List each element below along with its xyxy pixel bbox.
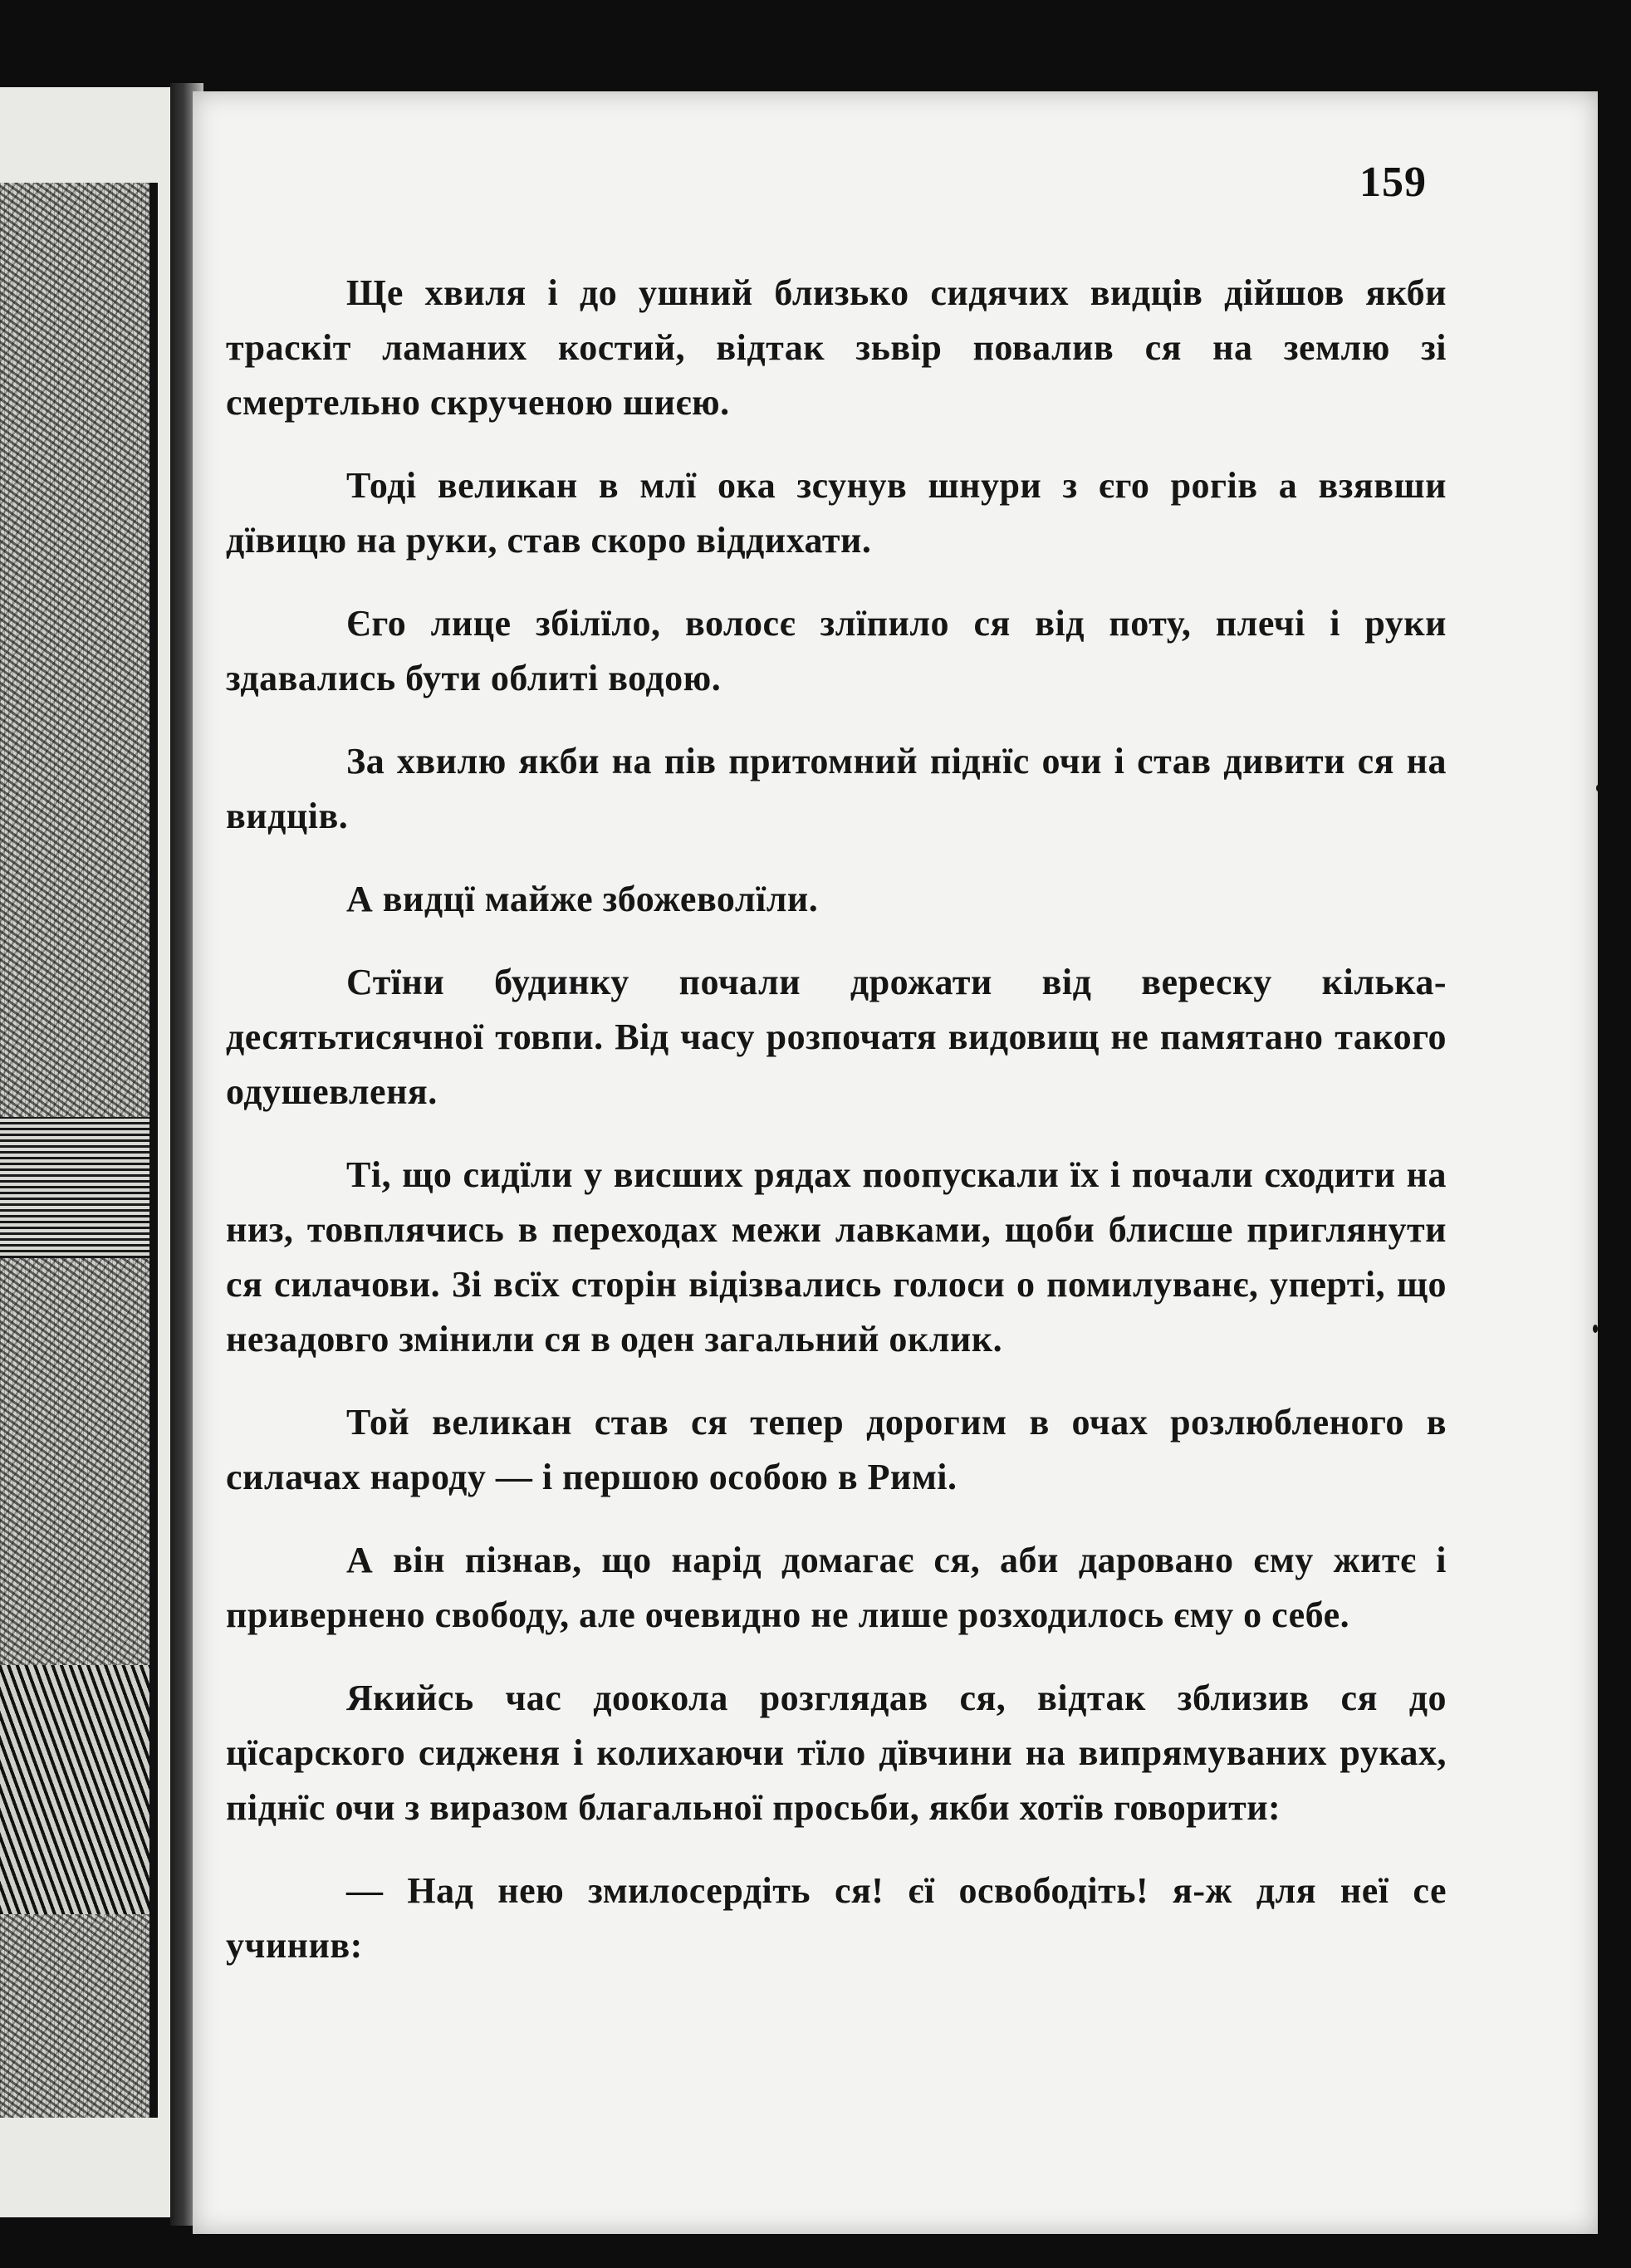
- paragraph: — Над нею змилосердіть ся! єї освободіть! я-ж для неї се учинив:: [226, 1870, 1447, 1966]
- engraving-detail: [0, 1665, 149, 1914]
- engraving-detail: [0, 1117, 149, 1258]
- paragraph: За хвилю якби на пів притомний піднїс очи і став дивити ся на видців.: [226, 741, 1447, 836]
- body-text: [226, 266, 1447, 2001]
- paragraph: Якийсь час доокола розглядав ся, відтак зблизив ся до цїсарского сидженя і колихаючи тїло дївчини на випрямуваних руках, піднїс очи з виразом благальної просьби, якби хотїв говорити:: [226, 1678, 1447, 1828]
- paragraph: Ще хвиля і до ушний близько сидячих видців дійшов якби траскіт ламаних костий, відтак зьвір повалив ся на землю зі смертельно скрученою шиєю.: [226, 272, 1447, 423]
- page-number: 159: [1359, 159, 1427, 206]
- paragraph: Єго лице збілїло, волосє злїпило ся від поту, плечі і руки здавались бути облиті водою.: [226, 603, 1447, 698]
- paragraph: А він пізнав, що нарід домагає ся, аби даровано єму житє і привернено свободу, але очевидно не лише розходилось єму о себе.: [226, 1540, 1447, 1635]
- paragraph: А видцї майже збожеволїли.: [346, 879, 819, 919]
- paragraph: Ті, що сидїли у висших рядах поопускали їх і почали сходити на низ, товплячись в переходах межи лавками, щоби блисше приглянути ся силачови. Зі всїх сторін відізвались голоси о помилуванє, уперті, що незадовго змінили ся в оден загальний оклик.: [226, 1154, 1447, 1359]
- paragraph: Стїни будинку почали дрожати від вереску кілька-десятьтисячної товпи. Від часу розпочатя видовищ не памятано такого одушевленя.: [226, 962, 1447, 1112]
- paragraph: Той великан став ся тепер дорогим в очах розлюбленого в силачах народу — і першою особою в Римі.: [226, 1402, 1447, 1497]
- ink-speck: [1593, 1325, 1598, 1333]
- adjacent-page: [0, 87, 174, 2217]
- ink-speck: [1596, 785, 1600, 791]
- book-page: [193, 91, 1598, 2234]
- paragraph: Тоді великан в млї ока зсунув шнури з єго рогів а взявши дївицю на руки, став скоро віддихати.: [226, 465, 1447, 561]
